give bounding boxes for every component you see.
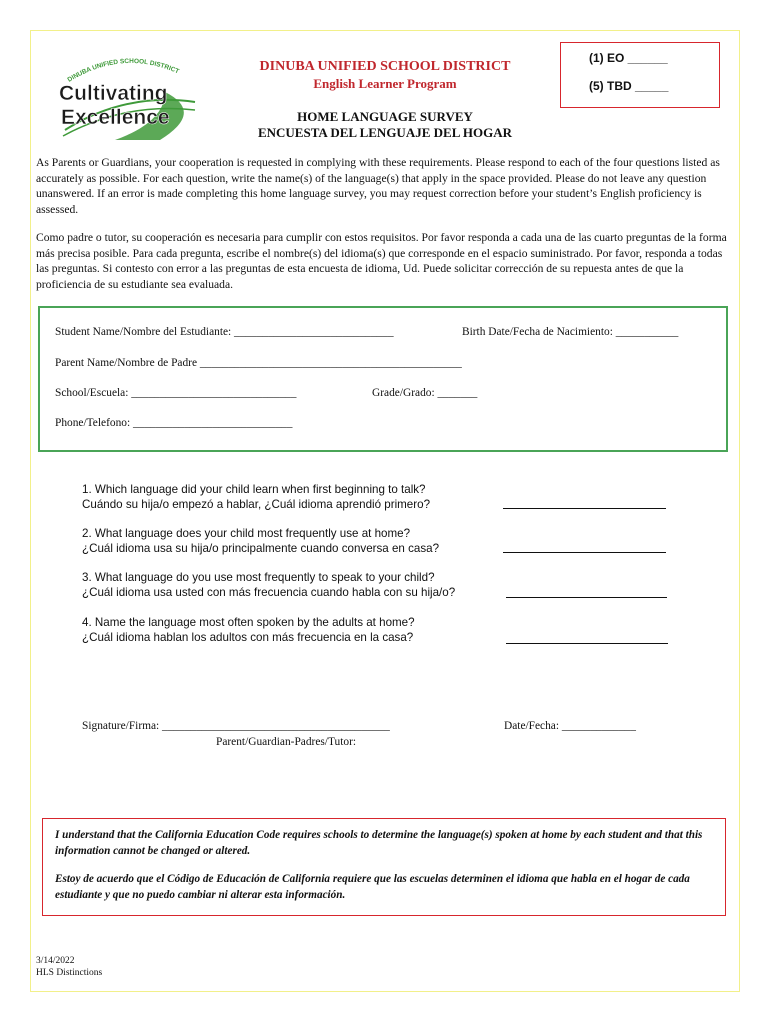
intro-english: As Parents or Guardians, your cooperation is requested in complying with these requirements. Please respond to each of the four questions listed as accurately as possible. For each question, write the name(s) of the language(s) that apply in the space provided. Please do not leave any question unanswered. If an error is made completing this home language survey, you may request correction before your student’s English proficiency is assessed. <box>36 156 720 216</box>
answer-1-line[interactable] <box>503 508 666 509</box>
answer-2-line[interactable] <box>503 552 666 553</box>
parent-name-field[interactable]: Parent Name/Nombre de Padre ______________________________________________ <box>55 357 462 369</box>
question-2 <box>82 526 502 556</box>
phone-field[interactable]: Phone/Telefono: ____________________________ <box>55 417 293 429</box>
question-4 <box>82 615 502 645</box>
footer <box>36 955 102 979</box>
question-4-spanish: ¿Cuál idioma hablan los adultos con más frecuencia en la casa? <box>82 631 414 644</box>
title-english: HOME LANGUAGE SURVEY <box>297 109 473 124</box>
student-name-field[interactable]: Student Name/Nombre del Estudiante: ____________________________ <box>55 326 394 338</box>
logo-arc-text: DINUBA UNIFIED SCHOOL DISTRICT <box>66 57 181 84</box>
footer-label: HLS Distinctions <box>36 968 103 978</box>
question-1 <box>82 482 502 512</box>
question-3-english: 3. What language do you use most frequently to speak to your child? <box>82 571 435 584</box>
signature-field[interactable]: Signature/Firma: ________________________________________ <box>82 720 390 732</box>
signature-role-label: Parent/Guardian-Padres/Tutor: <box>216 736 357 748</box>
question-4-english: 4. Name the language most often spoken by the adults at home? <box>82 616 415 629</box>
footer-date: 3/14/2022 <box>36 956 75 966</box>
question-2-english: 2. What language does your child most frequently use at home? <box>82 527 411 540</box>
code-tbd[interactable]: (5) TBD _____ <box>589 79 669 93</box>
district-name: DINUBA UNIFIED SCHOOL DISTRICT <box>259 59 511 74</box>
survey-title <box>230 109 540 141</box>
birth-date-field[interactable]: Birth Date/Fecha de Nacimiento: ___________ <box>462 326 679 338</box>
logo-line2: Excellence <box>61 106 170 129</box>
grade-field[interactable]: Grade/Grado: _______ <box>372 387 478 399</box>
status-code-box <box>560 42 720 108</box>
district-logo <box>55 52 200 142</box>
program-name: English Learner Program <box>313 76 457 91</box>
title-spanish: ENCUESTA DEL LENGUAJE DEL HOGAR <box>257 125 513 140</box>
notice-spanish: Estoy de acuerdo que el Código de Educación de California requiere que las escuelas determinen el idioma que habla en el hogar de cada estudiante y que no puedo cambiar ni alterar esta información. <box>55 873 690 901</box>
answer-3-line[interactable] <box>506 597 667 598</box>
question-3-spanish: ¿Cuál idioma usa usted con más frecuencia cuando habla con su hija/o? <box>82 586 456 599</box>
answer-4-line[interactable] <box>506 643 668 644</box>
question-2-spanish: ¿Cuál idioma usa su hija/o principalmente cuando conversa en casa? <box>82 542 440 555</box>
intro-spanish: Como padre o tutor, su cooperación es necesaria para cumplir con estos requisitos. Por favor responda a cada una de las cuarto preguntas de la forma más precisa posible. Para cada pregunta, escribe el nombre(s) del idioma(s) que corresponde en el espacio suministrado. Por favor, responda a todas las preguntas. Si contesto con error a las preguntas de esta encuesta de idioma, Ud. Puede solicitar corrección de su repuesta antes de que la proficiencia de su estudiante sea evaluada. <box>36 231 727 291</box>
code-eo[interactable]: (1) EO ______ <box>589 51 668 65</box>
legal-notice-box <box>42 818 726 916</box>
district-heading <box>230 58 540 92</box>
date-field[interactable]: Date/Fecha: _____________ <box>504 720 636 732</box>
question-1-spanish: Cuándo su hija/o empezó a hablar, ¿Cuál idioma aprendió primero? <box>82 498 431 511</box>
logo-line1: Cultivating <box>59 82 168 105</box>
notice-english: I understand that the California Education Code requires schools to determine the language(s) spoken at home by each student and that this information cannot be changed or altered. <box>55 829 703 857</box>
question-3 <box>82 570 502 600</box>
question-1-english: 1. Which language did your child learn when first beginning to talk? <box>82 483 426 496</box>
school-field[interactable]: School/Escuela: _____________________________ <box>55 387 297 399</box>
